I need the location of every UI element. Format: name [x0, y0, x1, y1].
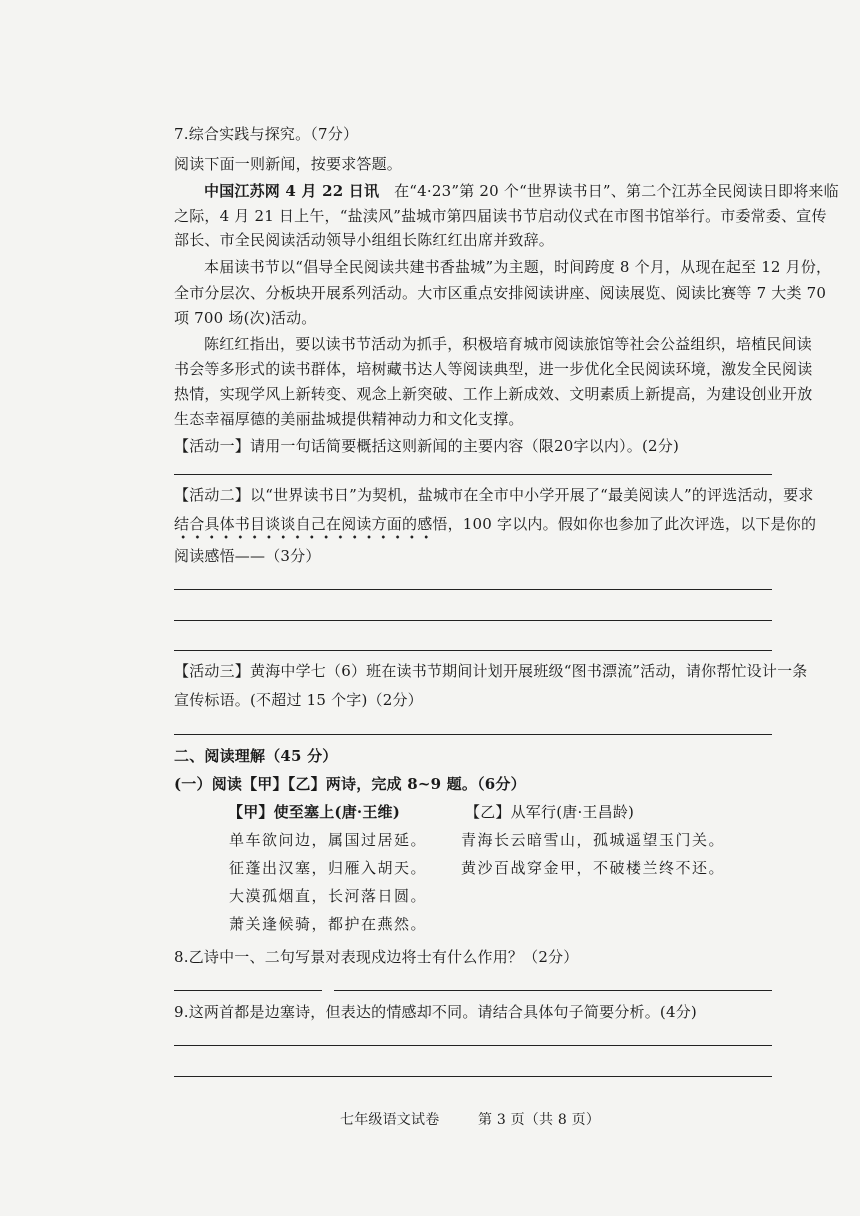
poem-b-title: 【乙】从军行(唐·王昌龄) — [465, 803, 635, 821]
answer-line-activity-3[interactable] — [174, 734, 772, 735]
news-text: 在“4·23”第 20 个“世界读书日”、第二个江苏全民阅读日即将来临 — [394, 182, 839, 200]
section-2-subtitle: (一）阅读【甲】【乙】两诗，完成 8~9 题。（6分） — [174, 775, 526, 793]
answer-line-activity-1[interactable] — [174, 474, 772, 475]
poem-b-line-1: 青海长云暗雪山，孤城遥望玉门关。 — [461, 831, 726, 849]
question-8: 8.乙诗中一、二句写景对表现戍边将士有什么作用？（2分） — [174, 948, 579, 966]
activity-3-line-1: 【活动三】黄海中学七（6）班在读书节期间计划开展班级“图书漂流”活动，请你帮忙设计一条 — [174, 662, 808, 680]
activity-2-line-3: 阅读感悟——（3分） — [174, 547, 321, 565]
footer-exam-name: 七年级语文试卷 — [340, 1112, 440, 1128]
news-paragraph-2-line-1: 本届读书节以“倡导全民阅读共建书香盐城”为主题，时间跨度 8 个月，从现在起至 12 月份， — [204, 258, 832, 276]
answer-line-q8-b[interactable] — [334, 990, 772, 991]
answer-line-q8-a[interactable] — [174, 990, 322, 991]
news-paragraph-1-line-2: 之际，4 月 21 日上午，“盐渎风”盐城市第四届读书节启动仪式在市图书馆举行。市委常委、宣传 — [174, 207, 827, 225]
question-9: 9.这两首都是边塞诗，但表达的情感却不同。请结合具体句子简要分析。(4分) — [174, 1003, 697, 1021]
activity-3-line-2: 宣传标语。(不超过 15 个字)（2分） — [174, 691, 423, 709]
section-2-title: 二、阅读理解（45 分） — [174, 747, 338, 765]
question-7-instruction: 阅读下面一则新闻，按要求答题。 — [174, 155, 403, 173]
answer-line-q9-a[interactable] — [174, 1045, 772, 1046]
poem-a-title: 【甲】使至塞上(唐·王维) — [228, 803, 401, 821]
news-paragraph-3-line-4: 生态幸福厚德的美丽盐城提供精神动力和文化支撑。 — [174, 410, 524, 428]
footer-page-number: 第 3 页（共 8 页） — [478, 1112, 601, 1128]
answer-line-activity-2-c[interactable] — [174, 650, 772, 651]
answer-line-activity-2-a[interactable] — [174, 589, 772, 590]
activity-2-line-2: 结合具体书目谈谈自己在阅读方面的感悟，100 字以内。假如你也参加了此次评选，以下是你的 — [174, 515, 817, 533]
poem-a-line-2: 征蓬出汉塞，归雁入胡天。 — [229, 859, 428, 877]
poem-a-line-3: 大漠孤烟直，长河落日圆。 — [229, 887, 428, 905]
news-paragraph-2-line-2: 全市分层次、分板块开展系列活动。大市区重点安排阅读讲座、阅读展览、阅读比赛等 7 大类 70 — [174, 284, 827, 302]
news-paragraph-1-line-1 — [204, 181, 839, 201]
news-paragraph-3-line-1: 陈红红指出，要以读书节活动为抓手，积极培育城市阅读旅馆等社会公益组织，培植民间读 — [204, 335, 813, 353]
activity-1-prompt: 【活动一】请用一句话简要概括这则新闻的主要内容（限20字以内）。(2分) — [174, 437, 680, 455]
poem-a-line-4: 萧关逢候骑，都护在燕然。 — [229, 915, 428, 933]
news-paragraph-3-line-3: 热情，实现学风上新转变、观念上新突破、工作上新成效、文明素质上新提高，为建设创业开放 — [174, 385, 813, 403]
news-paragraph-3-line-2: 书会等多形式的读书群体，培树藏书达人等阅读典型，进一步优化全民阅读环境，激发全民阅读 — [174, 360, 813, 378]
answer-line-activity-2-b[interactable] — [174, 620, 772, 621]
news-dateline: 中国江苏网 4 月 22 日讯 — [204, 182, 380, 200]
news-paragraph-2-line-3: 项 700 场(次)活动。 — [174, 309, 317, 327]
poem-a-line-1: 单车欲问边，属国过居延。 — [229, 831, 428, 849]
activity-2-line-1: 【活动二】以“世界读书日”为契机，盐城市在全市中小学开展了“最美阅读人”的评选活动，要求 — [174, 486, 814, 504]
question-7-title: 7.综合实践与探究。（7分） — [174, 125, 359, 143]
poem-b-line-2: 黄沙百战穿金甲，不破楼兰终不还。 — [461, 859, 726, 877]
emphasis-dots — [176, 535, 434, 539]
answer-line-q9-b[interactable] — [174, 1076, 772, 1077]
news-paragraph-1-line-3: 部长、市全民阅读活动领导小组组长陈红红出席并致辞。 — [174, 231, 555, 249]
